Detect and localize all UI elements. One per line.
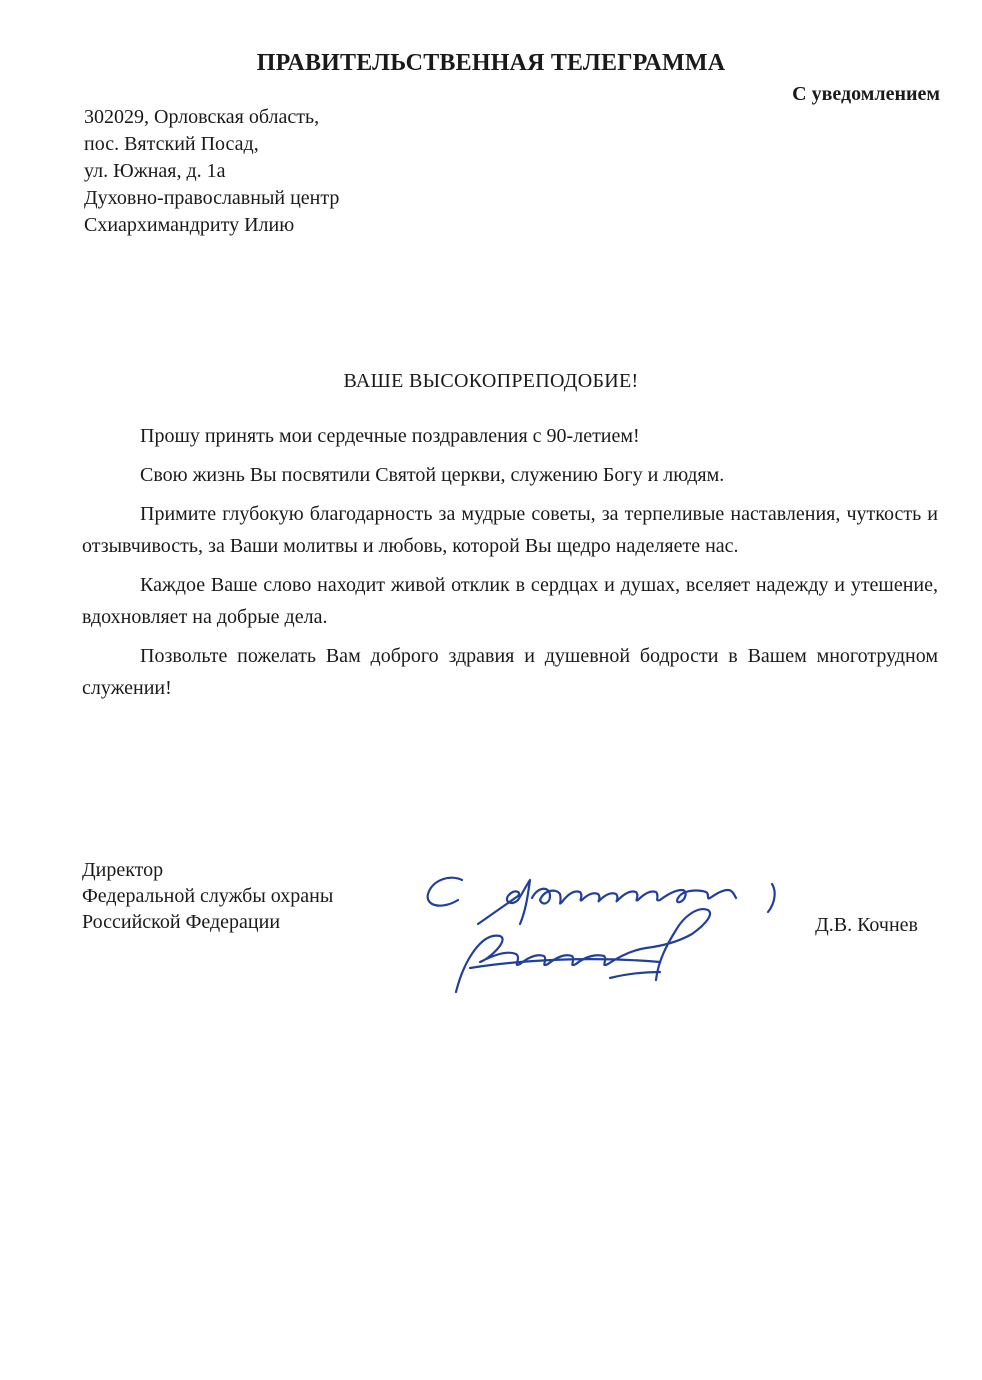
signer-position-line: Федеральной службы охраны (82, 885, 334, 907)
body-paragraph: Свою жизнь Вы посвятили Святой церкви, служению Богу и людям. (140, 464, 725, 486)
body-paragraph: Каждое Ваше слово находит живой отклик в сердцах и душах, вселяет надежду и утешение, вдохновляет на добрые дела. (82, 574, 938, 628)
salutation: ВАШЕ ВЫСОКОПРЕПОДОБИЕ! (343, 370, 639, 392)
address-line: Схиархимандриту Илию (84, 214, 295, 236)
signature-stroke (428, 878, 462, 906)
body-paragraph: Примите глубокую благодарность за мудрые советы, за терпеливые наставления, чуткость и отзывчивость, за Ваши молитвы и любовь, которой Вы щедро наделяете нас. (82, 503, 938, 557)
signature-stroke (532, 889, 736, 904)
signer-position (82, 857, 333, 935)
signature-stroke (610, 972, 660, 978)
signature-stroke (456, 909, 710, 992)
document-title: ПРАВИТЕЛЬСТВЕННАЯ ТЕЛЕГРАММА (256, 50, 726, 76)
address-line: пос. Вятский Посад, (84, 133, 259, 155)
signature-stroke (470, 959, 660, 968)
signer-position-line: Российской Федерации (82, 911, 281, 933)
address-line: 302029, Орловская область, (84, 106, 320, 128)
signer-name: Д.В. Кочнев (815, 914, 918, 936)
handwritten-signature (410, 850, 800, 1000)
address-line: Духовно-православный центр (84, 187, 340, 209)
signature-stroke (768, 884, 775, 912)
body-paragraph: Позвольте пожелать Вам доброго здравия и душевной бодрости в Вашем многотрудном служении! (82, 645, 938, 699)
delivery-notice: С уведомлением (792, 83, 940, 105)
letter-body (82, 420, 938, 711)
body-paragraph: Прошу принять мои сердечные поздравления с 90-летием! (140, 425, 640, 447)
address-line: ул. Южная, д. 1а (84, 160, 226, 182)
recipient-address (84, 104, 339, 239)
signer-position-line: Директор (82, 859, 164, 881)
signature-stroke (478, 880, 530, 924)
